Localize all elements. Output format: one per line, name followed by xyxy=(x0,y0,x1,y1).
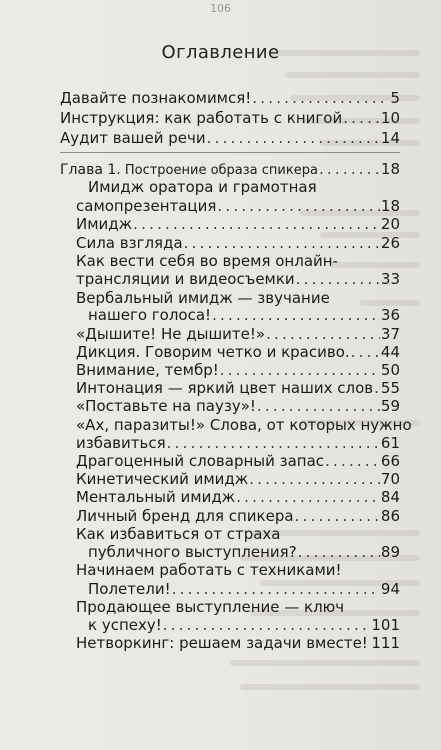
toc-entry-title: Сила взгляда xyxy=(76,234,183,252)
toc-entry-page: 37 xyxy=(380,325,400,343)
toc-entry-title: Интонация — яркий цвет наших слов xyxy=(76,379,374,397)
toc-entry-page: 70 xyxy=(380,470,400,488)
chapter-name: Построение образа спикера xyxy=(124,163,318,178)
toc-entry-page: 10 xyxy=(380,109,400,127)
toc-entry-title: Как вести себя во время онлайн- xyxy=(76,252,338,270)
toc-entry xyxy=(76,197,400,215)
toc-entry xyxy=(60,129,400,147)
toc-entry-title: трансляции и видеосъемки xyxy=(76,270,295,288)
toc-entry-title: «Ах, паразиты!» Слова, от которых нужно xyxy=(76,416,412,434)
toc-entry-title: Внимание, тембр! xyxy=(76,361,219,379)
toc-entry-page: 101 xyxy=(371,616,400,634)
dot-leader xyxy=(374,379,380,397)
dot-leader xyxy=(295,507,380,525)
toc-entry xyxy=(76,234,400,252)
toc-entry-title: нашего голоса! xyxy=(88,306,212,324)
toc-entry xyxy=(76,470,400,488)
toc-entry-title: Дикция. Говорим четко и красиво. xyxy=(76,343,350,361)
toc-entry-title: Продающее выступление — ключ xyxy=(76,598,345,616)
toc-entry-title: избавиться xyxy=(76,434,166,452)
dot-leader xyxy=(249,470,380,488)
toc-chapter-heading xyxy=(60,160,400,180)
dot-leader xyxy=(163,616,371,634)
toc-entry-title: Имидж xyxy=(76,215,133,233)
toc-entry-page: 20 xyxy=(380,215,400,233)
toc-entry xyxy=(76,598,400,616)
dot-leader xyxy=(207,129,380,147)
toc-entry xyxy=(76,270,400,288)
toc-entry-title: Инструкция: как работать с книгой xyxy=(60,109,343,127)
toc-entry xyxy=(76,397,400,415)
dot-leader xyxy=(266,325,380,343)
toc-entry-title: Ментальный имидж xyxy=(76,488,236,506)
dot-leader xyxy=(351,343,380,361)
toc-entry-title: Нетворкинг: решаем задачи вместе! xyxy=(76,634,368,652)
toc-entry-title: публичного выступления? xyxy=(88,543,297,561)
toc-entry-page: 94 xyxy=(380,580,400,598)
toc-entry-page: 36 xyxy=(380,306,400,324)
toc-entry-title: «Дышите! Не дышите!» xyxy=(76,325,266,343)
toc-entry-title: Как избавиться от страха xyxy=(76,525,281,543)
toc-entry-title: самопрезентация xyxy=(76,197,217,215)
toc-entry-page: 86 xyxy=(380,507,400,525)
toc-entry-page: 61 xyxy=(380,434,400,452)
toc-entry xyxy=(76,252,400,270)
toc-entry-page: 55 xyxy=(380,379,400,397)
dot-leader xyxy=(369,634,371,652)
dot-leader xyxy=(257,397,380,415)
toc-entry-title: к успеху! xyxy=(88,616,162,634)
toc-entry-title: Кинетический имидж xyxy=(76,470,249,488)
toc-entry-page: 26 xyxy=(380,234,400,252)
dot-leader xyxy=(252,89,389,107)
toc-entry-title: «Поставьте на паузу»! xyxy=(76,397,256,415)
toc-entry xyxy=(88,306,400,324)
page-number: 106 xyxy=(210,2,231,15)
dot-leader xyxy=(220,361,380,379)
toc-entry-title: Полетели! xyxy=(88,580,171,598)
toc-entry xyxy=(76,361,400,379)
toc-entry xyxy=(88,616,400,634)
toc-entry xyxy=(76,379,400,397)
toc-entry xyxy=(76,634,400,652)
toc-entry xyxy=(88,543,400,561)
toc-entry-page: 84 xyxy=(380,488,400,506)
dot-leader xyxy=(298,543,380,561)
toc-entry xyxy=(76,289,400,307)
dot-leader xyxy=(325,452,380,470)
toc-entry xyxy=(60,89,400,107)
toc-entry xyxy=(76,488,400,506)
toc-entry xyxy=(76,416,412,434)
dot-leader xyxy=(217,197,379,215)
toc-entry-page: 66 xyxy=(380,452,400,470)
toc-entry-page: 89 xyxy=(380,543,400,561)
page-title: Оглавление xyxy=(161,42,280,63)
toc-entry-page: 33 xyxy=(380,270,400,288)
dot-leader xyxy=(212,306,380,324)
toc-entry-page: 44 xyxy=(380,343,400,361)
toc-entry xyxy=(60,109,400,127)
toc-entry-title: Начинаем работать с техниками! xyxy=(76,561,342,579)
dot-leader xyxy=(343,109,380,127)
dot-leader xyxy=(172,580,380,598)
toc-entry-title: Имидж оратора и грамотная xyxy=(88,178,317,196)
toc-entry xyxy=(76,434,400,452)
dot-leader xyxy=(184,234,380,252)
toc-entry xyxy=(76,452,400,470)
toc-entry-page: 18 xyxy=(380,160,400,178)
toc-entry xyxy=(76,343,400,361)
toc-entry xyxy=(76,325,400,343)
toc-entry-page: 59 xyxy=(380,397,400,415)
dot-leader xyxy=(319,160,380,178)
toc-entry xyxy=(88,580,400,598)
dot-leader xyxy=(296,270,380,288)
toc-entry xyxy=(88,178,400,196)
chapter-label: Глава 1. xyxy=(60,162,121,178)
dot-leader xyxy=(236,488,380,506)
toc-entry-title: Драгоценный словарный запас xyxy=(76,452,325,470)
toc-entry-title: Давайте познакомимся! xyxy=(60,89,252,107)
toc-entry-page: 111 xyxy=(371,634,400,652)
toc-entry xyxy=(76,525,400,543)
toc-entry xyxy=(76,507,400,525)
dot-leader xyxy=(167,434,380,452)
toc-entry-page: 50 xyxy=(380,361,400,379)
toc-entry xyxy=(76,561,400,579)
toc-entry xyxy=(76,215,400,233)
toc-entry-title: Личный бренд для спикера xyxy=(76,507,294,525)
toc-entry-page: 14 xyxy=(380,129,400,147)
toc-entry-title: Вербальный имидж — звучание xyxy=(76,289,330,307)
toc-entry-page: 5 xyxy=(390,89,400,107)
toc-entry-title: Аудит вашей речи xyxy=(60,129,206,147)
dot-leader xyxy=(133,215,380,233)
toc-entry-page: 18 xyxy=(380,197,400,215)
